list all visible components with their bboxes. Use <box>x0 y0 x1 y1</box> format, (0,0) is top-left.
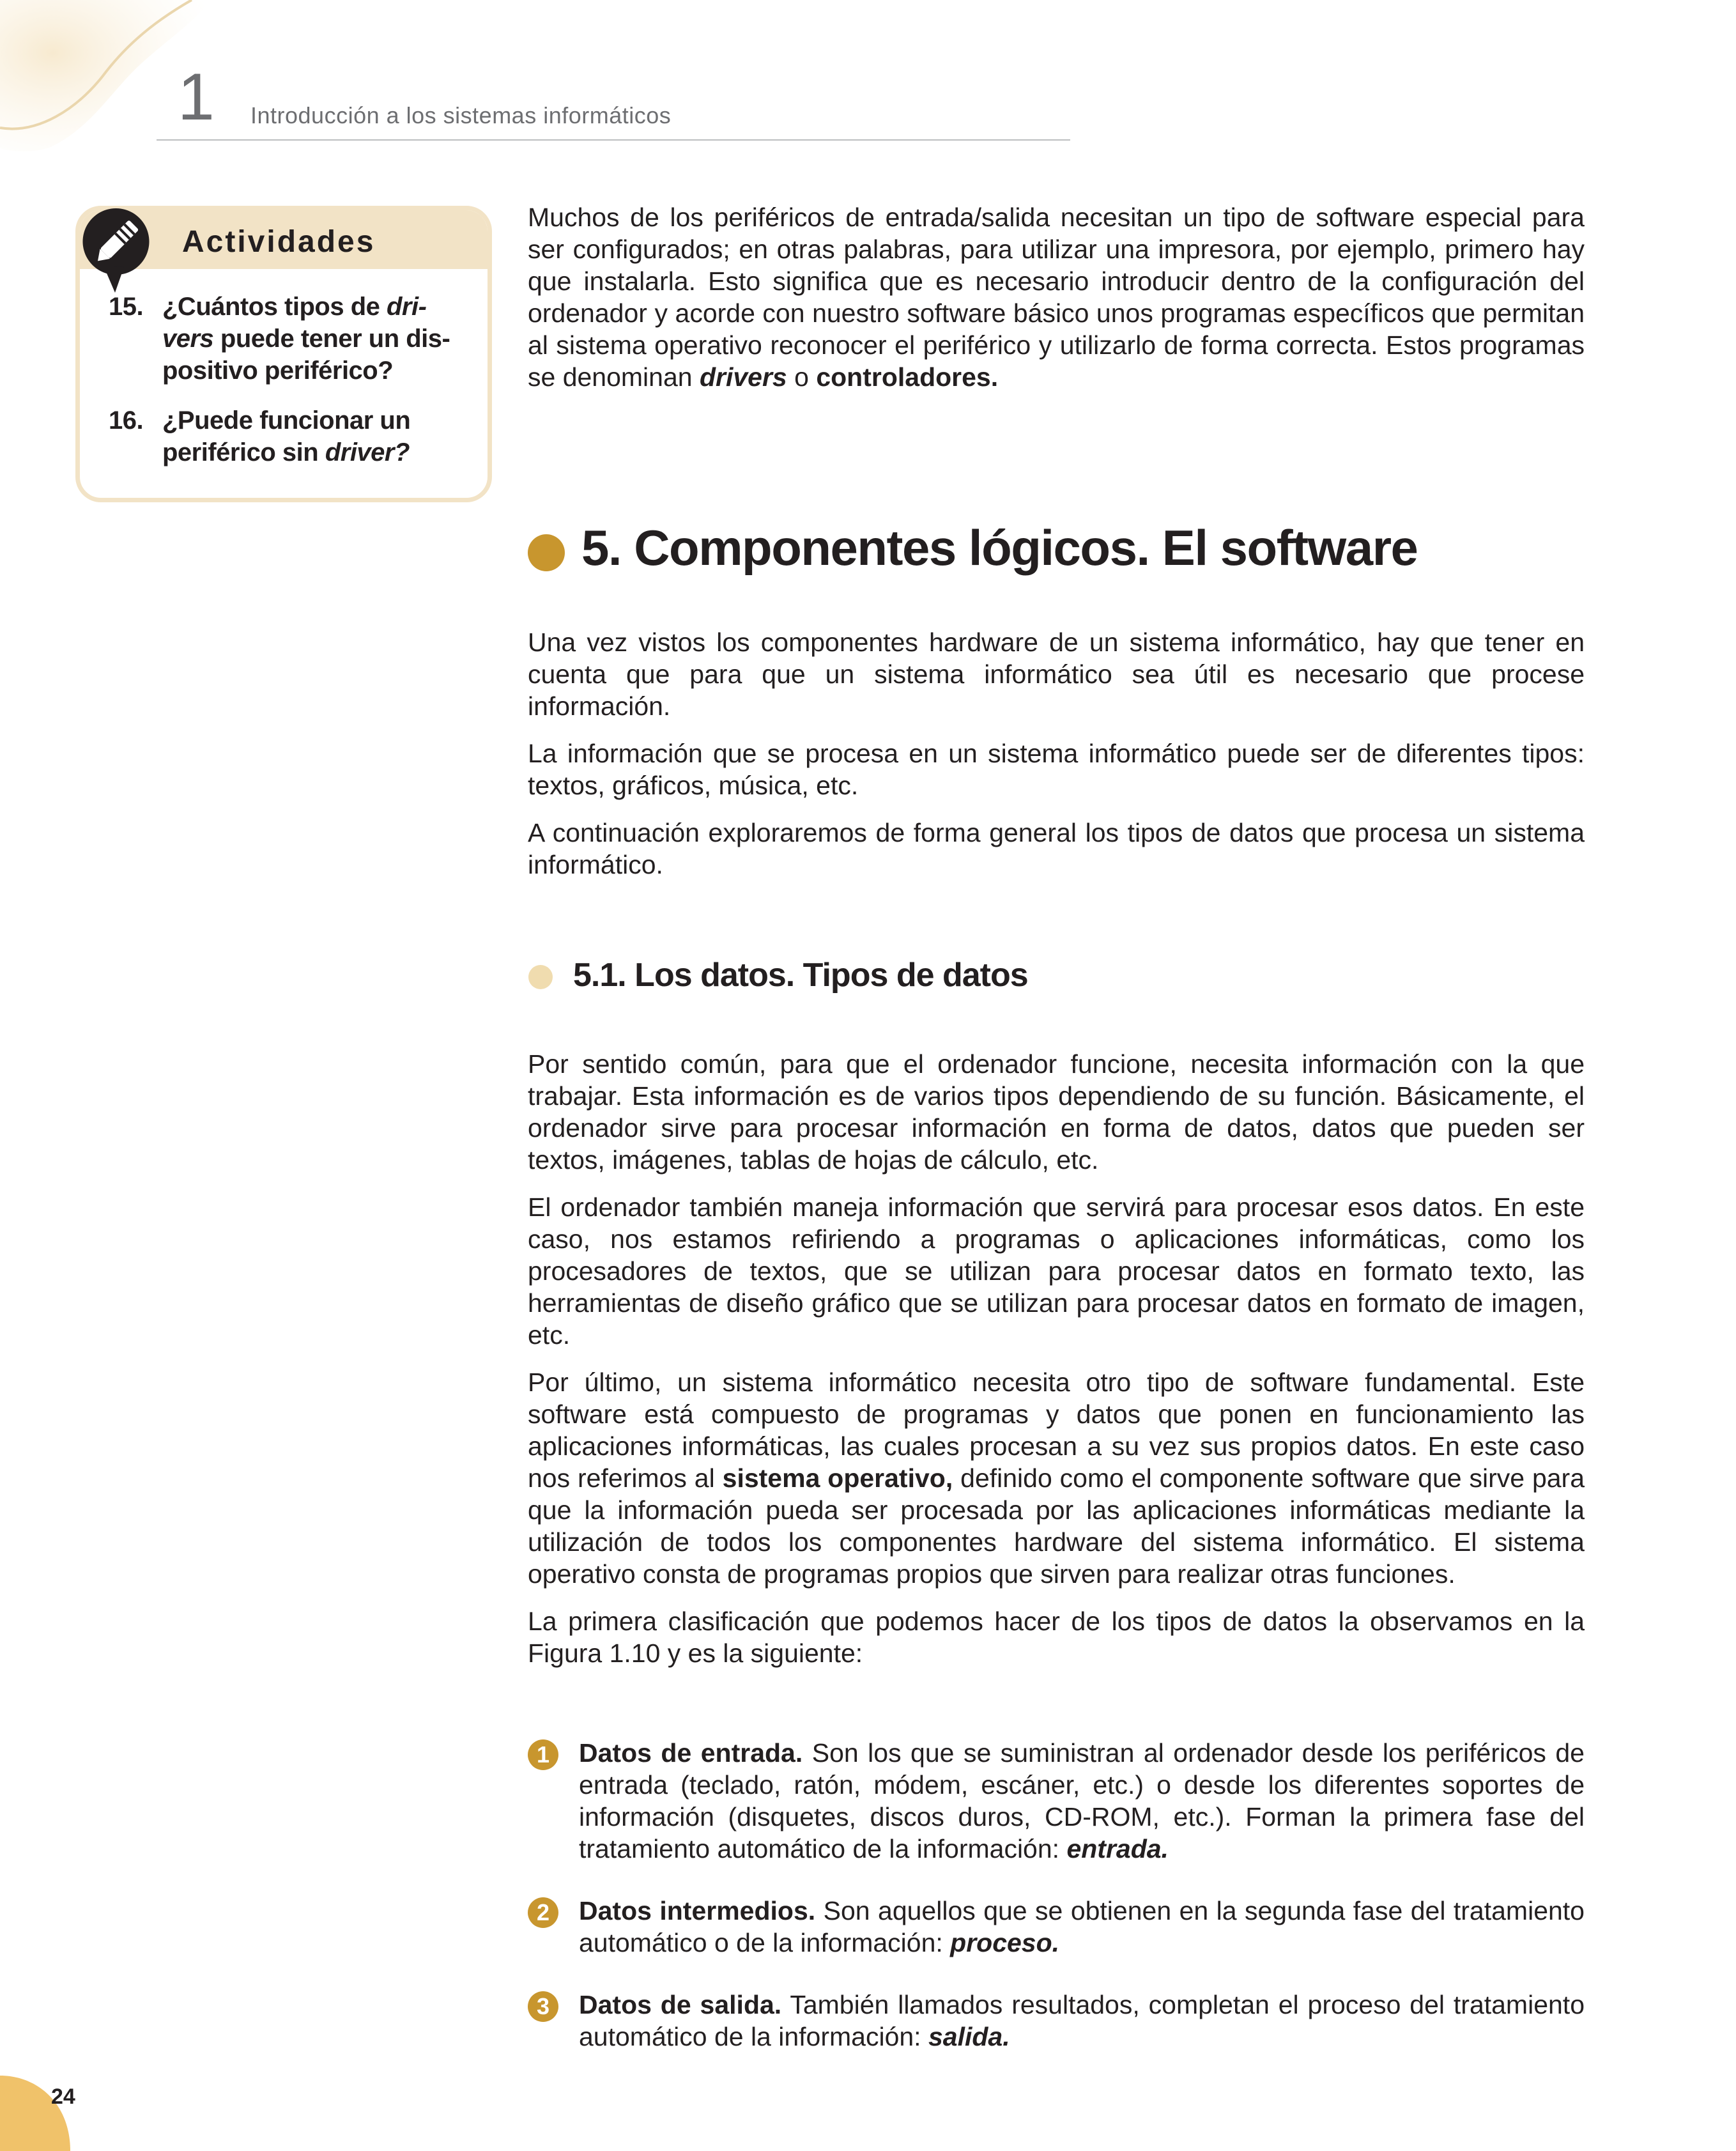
header-divider <box>157 139 1070 141</box>
list-item-term: entrada. <box>1066 1834 1169 1863</box>
list-item-term: proceso. <box>950 1928 1060 1957</box>
paragraph: La información que se procesa en un sistema informático puede ser de diferentes tipos: textos, gráficos, música, etc. <box>528 739 1585 800</box>
activity-text-italic: driver? <box>325 438 410 466</box>
section-5-body <box>528 626 1585 896</box>
list-item-title: Datos intermedios. <box>579 1896 816 1925</box>
section-5-1-heading: 5.1. Los datos. Tipos de datos <box>573 957 1028 994</box>
activity-text: ¿Cuántos tipos de <box>162 293 387 321</box>
section-5-heading: 5. Componentes lógicos. El software <box>581 520 1418 576</box>
section-5-1-body <box>528 1048 1585 1685</box>
list-item-text: Son los que se suministran al ordenador desde los periféricos de entrada (teclado, ratón, módem, escáner, etc.) o desde los diferentes soportes de información (disquetes, discos duros, CD-ROM, etc.). Forman la primera fase del tratamiento automático de la información: <box>579 1738 1585 1863</box>
paragraph: A continuación exploraremos de forma general los tipos de datos que procesa un sistema informático. <box>528 818 1585 879</box>
chapter-number: 1 <box>178 60 215 134</box>
paragraph: El ordenador también maneja información que servirá para procesar esos datos. En este caso, nos estamos refiriendo a programas o aplicaciones informáticas, como los procesadores de textos, que se utilizan para procesar datos en formato texto, las herramientas de diseño gráfico que se utilizan para procesar datos en formato de imagen, etc. <box>528 1192 1585 1350</box>
intro-controladores-term: controladores. <box>816 362 999 392</box>
number-badge-icon: 3 <box>528 1991 558 2022</box>
activity-item-16 <box>109 405 466 468</box>
paragraph: Por sentido común, para que el ordenador funcione, necesita información con la que trabajar. Esta información es de varios tipos dependiendo de su función. Básicamente, el ordenador sirve para procesar información en forma de datos, datos que pueden ser textos, imágenes, tablas de hojas de cálculo, etc. <box>528 1049 1585 1175</box>
list-item-datos-salida <box>528 1989 1585 2053</box>
activity-text: puede tener un dispositivo periférico? <box>162 325 450 385</box>
activity-number: 16. <box>109 406 144 435</box>
intro-text-join: o <box>787 362 817 392</box>
activity-text-italic: drivers <box>162 293 427 353</box>
paragraph: Una vez vistos los componentes hardware de un sistema informático, hay que tener en cuenta que para que un sistema informático sea útil es necesario que procese información. <box>528 628 1585 721</box>
list-item-title: Datos de salida. <box>579 1990 782 2019</box>
section-bullet-icon <box>528 534 565 571</box>
activities-title: Actividades <box>182 225 376 259</box>
list-item-text: Son aquellos que se obtienen en la segunda fase del tratamiento automático o de la información: <box>579 1896 1585 1957</box>
pencil-speech-icon <box>78 203 155 299</box>
list-item-datos-intermedios <box>528 1895 1585 1959</box>
paragraph: La primera clasificación que podemos hacer de los tipos de datos la observamos en la Figura 1.10 y es la siguiente: <box>528 1607 1585 1668</box>
paragraph <box>528 1366 1585 1590</box>
chapter-title: Introducción a los sistemas informáticos <box>250 102 672 128</box>
list-item-datos-entrada <box>528 1737 1585 1865</box>
number-badge-icon: 1 <box>528 1739 558 1770</box>
intro-text: Muchos de los periféricos de entrada/salida necesitan un tipo de software especial para ser configurados; en otras palabras, para utilizar una impresora, por ejemplo, primero hay que instalarla. Esto significa que es necesario introducir dentro de la configuración del ordenador y acorde con nuestro software básico unos programas específicos que permitan al sistema operativo reconocer el periférico y utilizarlo de forma correcta. Estos programas se denominan <box>528 203 1585 392</box>
intro-drivers-term: drivers <box>699 362 787 392</box>
page-number: 24 <box>51 2085 75 2109</box>
list-item-term: salida. <box>928 2022 1010 2051</box>
activity-text: ¿Puede funcionar un periférico sin <box>162 406 411 466</box>
list-item-text: También llamados resultados, completan el proceso del tratamiento automático de la información: <box>579 1990 1585 2051</box>
paragraph-text: definido como el componente software que sirve para que la información pueda ser procesada por las aplicaciones informáticas mediante la utilización de todos los componentes hardware del sistema informático. El sistema operativo consta de programas propios que sirven para realizar otras funciones. <box>528 1463 1585 1589</box>
number-badge-icon: 2 <box>528 1897 558 1928</box>
activity-item-15 <box>109 291 466 387</box>
sistema-operativo-term: sistema operativo, <box>722 1463 953 1493</box>
activities-list <box>109 291 466 486</box>
list-item-title: Datos de entrada. <box>579 1738 803 1768</box>
subsection-bullet-icon <box>528 965 553 989</box>
paragraph-text: Por último, un sistema informático necesita otro tipo de software fundamental. Este software está compuesto de programas y datos que ponen en funcionamiento las aplicaciones informáticas, las cuales procesan a su vez sus propios datos. En este caso nos referimos al <box>528 1368 1585 1493</box>
intro-paragraph <box>528 201 1585 408</box>
activity-number: 15. <box>109 293 144 321</box>
